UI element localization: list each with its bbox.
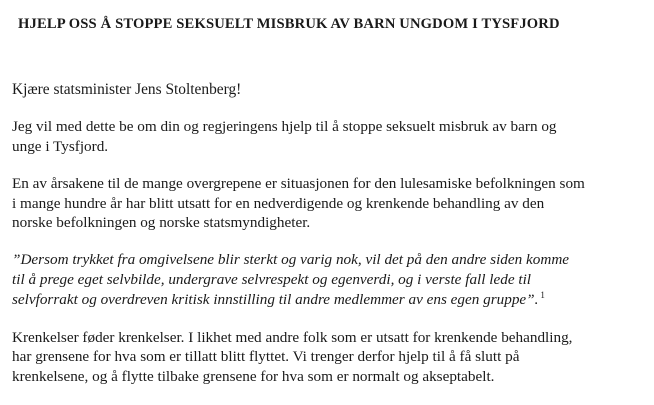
text-line: i mange hundre år har blitt utsatt for en nedverdigende og krenkende behandling av den (12, 194, 545, 212)
text-line: norske befolkningen og norske statsmyndigheter. (12, 214, 311, 231)
text-line: krenkelsene, og å flytte tilbake grensene for hva som er normalt og akseptabelt. (12, 367, 495, 385)
quote-line (12, 290, 648, 310)
letter-title: HJELP OSS Å STOPPE SEKSUELT MISBRUK AV BARN UNGDOM I TYSFJORD (18, 16, 560, 32)
letter-document (12, 14, 648, 386)
quotation (12, 250, 648, 310)
footnote-marker: 1 (540, 289, 545, 300)
text-line: har grensene for hva som er tillatt blitt flyttet. Vi trenger derfor hjelp til å få slutt på (12, 348, 520, 365)
quote-line-text: selvforrakt og overdreven kritisk innstilling til andre medlemmer av ens egen gruppe”. (12, 290, 539, 308)
text-line: Jeg vil med dette be om din og regjeringens hjelp til å stoppe seksuelt misbruk av barn og (12, 118, 557, 135)
text-line: En av årsakene til de mange overgrepene er situasjonen for den lulesamiske befolkningen som (12, 175, 585, 192)
greeting: Kjære statsminister Jens Stoltenberg! (12, 81, 242, 98)
text-line: unge i Tysfjord. (12, 137, 109, 155)
paragraph-causes (12, 174, 648, 233)
paragraph-violations (12, 328, 648, 387)
quote-line: til å prege eget selvbilde, undergrave selvrespekt og egenverdi, og i verste fall lede til (12, 270, 532, 288)
quote-line: ”Dersom trykket fra omgivelsene blir sterkt og varig nok, vil det på den andre siden komme (12, 250, 570, 268)
paragraph-request (12, 117, 648, 156)
text-line: Krenkelser føder krenkelser. I likhet med andre folk som er utsatt for krenkende behandling, (12, 328, 573, 346)
